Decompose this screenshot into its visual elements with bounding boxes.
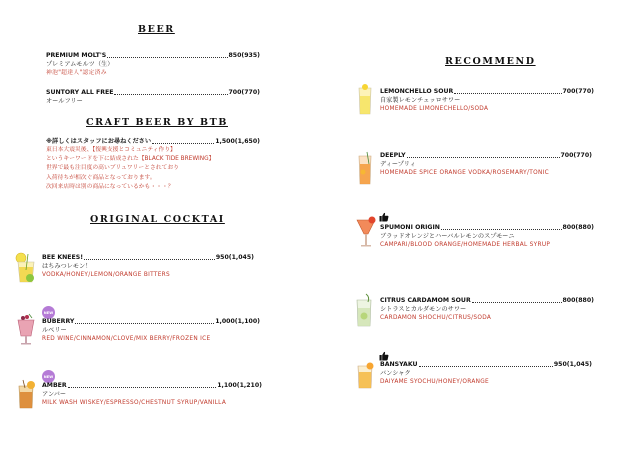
item-price: 700(770): [228, 89, 260, 96]
amber-drink-icon: [14, 376, 38, 410]
item-jp-name: アンバー: [42, 391, 67, 398]
craft-note-line: 次回来店時は別の商品になっているかも・・・？: [46, 183, 174, 190]
item-description: VODKA/HONEY/LEMON/ORANGE BITTERS: [42, 272, 170, 278]
item-name: BEE KNEES!: [42, 254, 84, 261]
item-price: 700(770): [560, 152, 592, 159]
item-description: DAIYAME SYOCHU/HONEY/ORANGE: [380, 379, 489, 385]
item-name: AMBER: [42, 382, 67, 389]
new-badge: NEW: [42, 370, 55, 383]
item-jp-name: シトラスとカルダモンのサワー: [380, 306, 467, 313]
menu-item-craft-beer: [46, 138, 260, 192]
item-jp-name: オールフリー: [46, 98, 83, 105]
menu-item-buberry: [42, 318, 260, 344]
bee-knees-drink-icon: [14, 250, 38, 284]
item-name: PREMIUM MOLT'S: [46, 52, 107, 59]
item-description: CARDAMON SHOCHU/CITRUS/SODA: [380, 315, 492, 321]
item-name: SPUMONI ORIGIN: [380, 224, 440, 231]
item-name: BUBERRY: [42, 318, 75, 325]
item-name: LEMONCHELLO SOUR: [380, 88, 454, 95]
item-description: 神泡"超達人"認定済み: [46, 70, 107, 76]
menu-item-suntory-all-free: [46, 89, 260, 106]
item-price: 1,500(1,650): [215, 138, 260, 145]
item-price: 950(1,045): [553, 361, 592, 368]
item-name: SUNTORY ALL FREE: [46, 89, 114, 96]
item-description: HOMEMADE LIMONECHELLO/SODA: [380, 106, 489, 112]
spumoni-origin-drink-icon: [354, 214, 378, 250]
menu-item-amber: [42, 382, 262, 408]
item-description: CAMPARI/BLOOD ORANGE/HOMEMADE HERBAL SYRUP: [380, 242, 551, 248]
item-price: 850(935): [228, 52, 260, 59]
item-price: 1,000(1,100): [215, 318, 260, 325]
item-name: DEEPLY: [380, 152, 406, 159]
new-badge: NEW: [42, 306, 55, 319]
lemonchello-sour-drink-icon: [354, 82, 376, 116]
bansyaku-drink-icon: [354, 358, 376, 390]
menu-item-premium-molts: [46, 52, 260, 78]
menu-item-bansyaku: [380, 361, 592, 387]
item-description: HOMEMADE SPICE ORANGE VODKA/ROSEMARY/TONIC: [380, 170, 549, 176]
item-jp-name: ディープリィ: [380, 161, 416, 168]
craft-note-line: というキーワードを下に結成された【BLACK TIDE BREWING】: [46, 156, 215, 163]
item-jp-name: ルベリー: [42, 327, 67, 334]
buberry-drink-icon: [14, 312, 38, 346]
craft-note-line: 世界で最も注目度の高いブリュワリーとされており: [46, 165, 179, 172]
menu-item-deeply: [380, 152, 592, 178]
item-price: 1,100(1,210): [217, 382, 262, 389]
original-cocktail-heading: ORIGINAL COCKTAI: [90, 214, 225, 225]
item-name: CITRUS CARDAMOM SOUR: [380, 297, 471, 304]
item-price: 950(1,045): [215, 254, 254, 261]
craft-note-line: 東日本大震災後、【復興支援とコミュニティ作り】: [46, 147, 176, 153]
menu-item-bee-knees: [42, 254, 254, 280]
craft-beer-heading: CRAFT BEER BY BTB: [86, 117, 228, 128]
item-description: RED WINE/CINNAMON/CLOVE/MIX BERRY/FROZEN ICE: [42, 336, 211, 342]
craft-note-line: 入荷待ちが相次ぐ商品となっております。: [46, 174, 156, 181]
citrus-cardamom-sour-drink-icon: [352, 292, 376, 328]
menu-item-lemonchello-sour: [380, 88, 594, 114]
item-jp-name: はちみつレモン！: [42, 263, 92, 270]
beer-heading: BEER: [138, 24, 175, 35]
item-jp-name: バンシャク: [380, 370, 411, 377]
deeply-drink-icon: [354, 150, 376, 186]
item-jp-name: 自家製レモンチェッロサワー: [380, 97, 461, 104]
recommend-heading: RECOMMEND: [445, 56, 536, 67]
menu-item-citrus-cardamom-sour: [380, 297, 594, 323]
thumbs-up-icon: [379, 351, 389, 361]
item-price: 800(880): [562, 224, 594, 231]
item-jp-name: ブラッドオレンジとハーバルレモンのスプモーニ: [380, 233, 515, 240]
item-price: 700(770): [562, 88, 594, 95]
item-price: 800(880): [562, 297, 594, 304]
thumbs-up-icon: [379, 212, 389, 222]
item-description: MILK WASH WISKEY/ESPRESSO/CHESTNUT SYRUP/VANILLA: [42, 400, 227, 406]
item-name: ※詳しくはスタッフにお尋ねください: [46, 138, 152, 145]
item-name: BANSYAKU: [380, 361, 418, 368]
menu-item-spumoni-origin: [380, 224, 594, 250]
item-jp-name: プレミアムモルツ（生）: [46, 61, 114, 68]
